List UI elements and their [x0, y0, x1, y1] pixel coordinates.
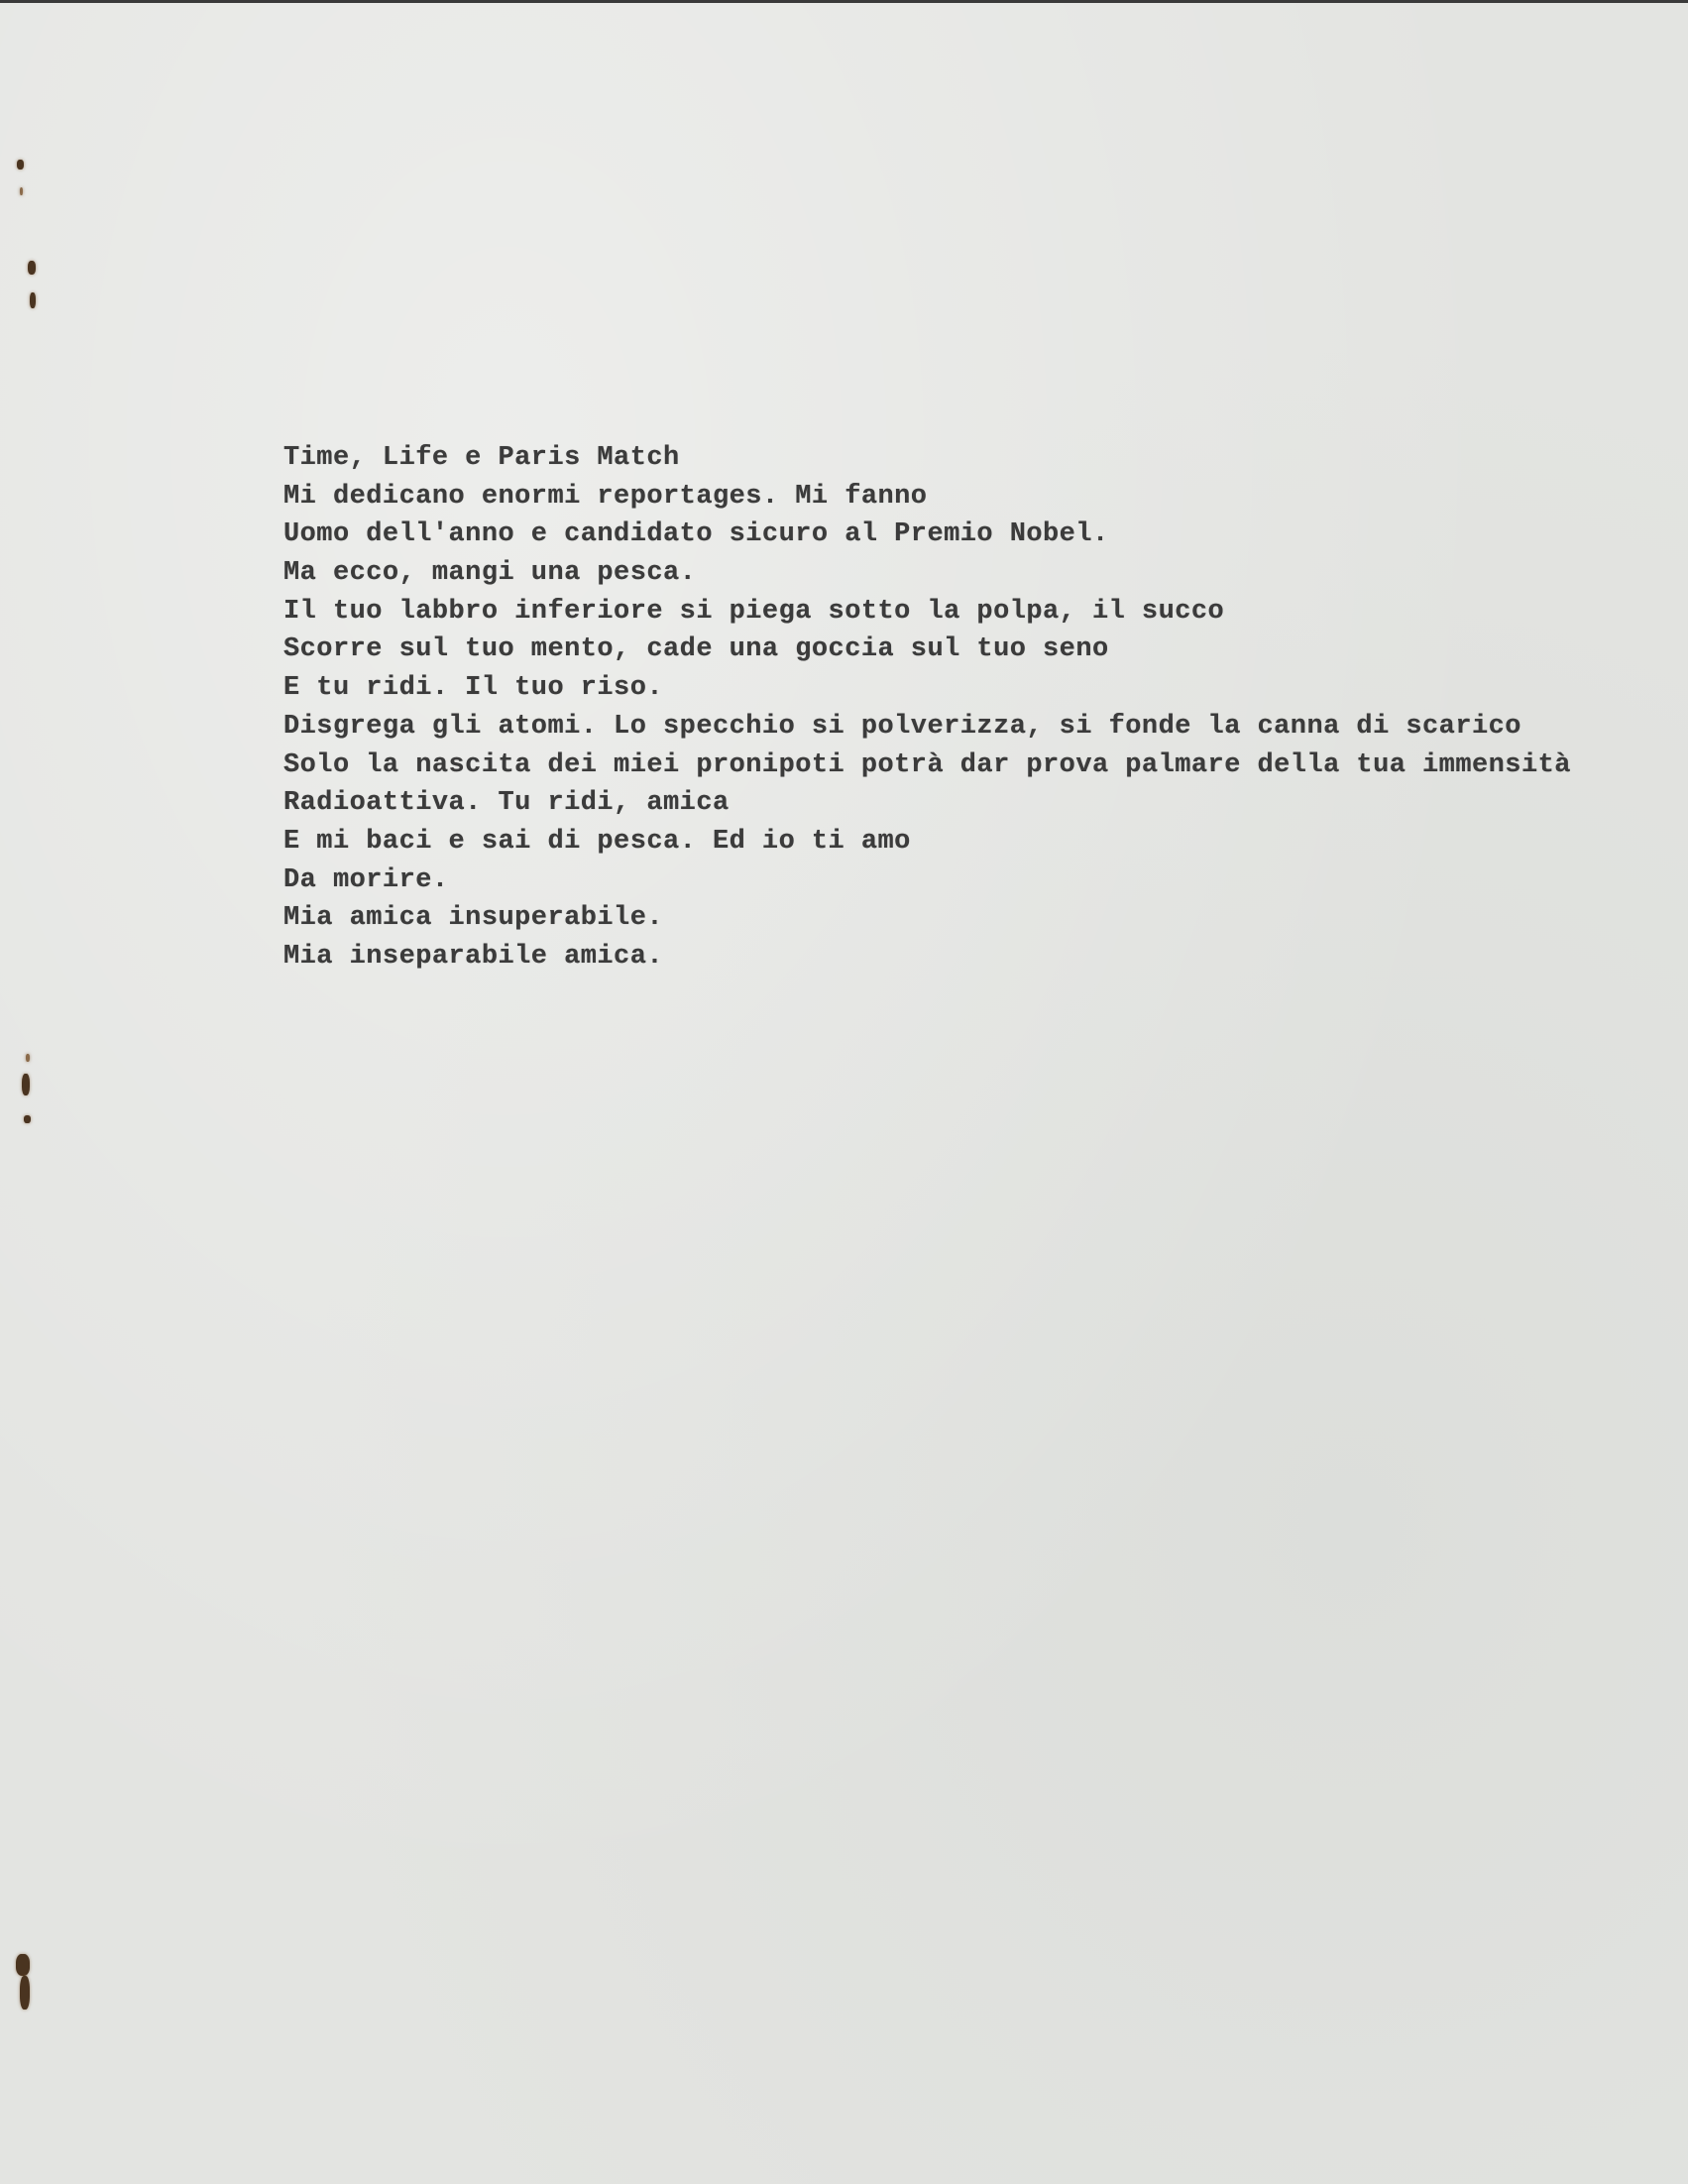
poem-line: Il tuo labbro inferiore si piega sotto la polpa, il succo: [283, 596, 1225, 627]
poem-line: Ma ecco, mangi una pesca.: [283, 558, 697, 589]
rust-stain: [16, 1954, 30, 1976]
poem-line: Scorre sul tuo mento, cade una goccia sul tuo seno: [283, 634, 1109, 665]
poem-line: Radioattiva. Tu ridi, amica: [283, 788, 730, 819]
rust-stain: [20, 187, 23, 195]
rust-stain: [20, 1976, 30, 2010]
rust-stain: [22, 1074, 30, 1095]
rust-stain: [30, 292, 36, 308]
poem-line: Da morire.: [283, 864, 449, 895]
poem-line: Mia amica insuperabile.: [283, 903, 664, 934]
poem-line: Uomo dell'anno e candidato sicuro al Premio Nobel.: [283, 519, 1109, 550]
poem-line: Mia inseparabile amica.: [283, 941, 664, 972]
poem-line: Time, Life e Paris Match: [283, 443, 680, 473]
rust-stain: [24, 1115, 31, 1123]
rust-stain: [28, 261, 36, 275]
poem-line: Disgrega gli atomi. Lo specchio si polverizza, si fonde la canna di scarico: [283, 711, 1521, 742]
rust-stain: [26, 1054, 30, 1062]
poem-line: Mi dedicano enormi reportages. Mi fanno: [283, 481, 928, 512]
poem-text: [283, 439, 1571, 977]
poem-line: E mi baci e sai di pesca. Ed io ti amo: [283, 826, 911, 857]
poem-line: E tu ridi. Il tuo riso.: [283, 673, 664, 704]
poem-line: Solo la nascita dei miei pronipoti potrà dar prova palmare della tua immensità: [283, 749, 1571, 780]
rust-stain: [17, 160, 24, 170]
